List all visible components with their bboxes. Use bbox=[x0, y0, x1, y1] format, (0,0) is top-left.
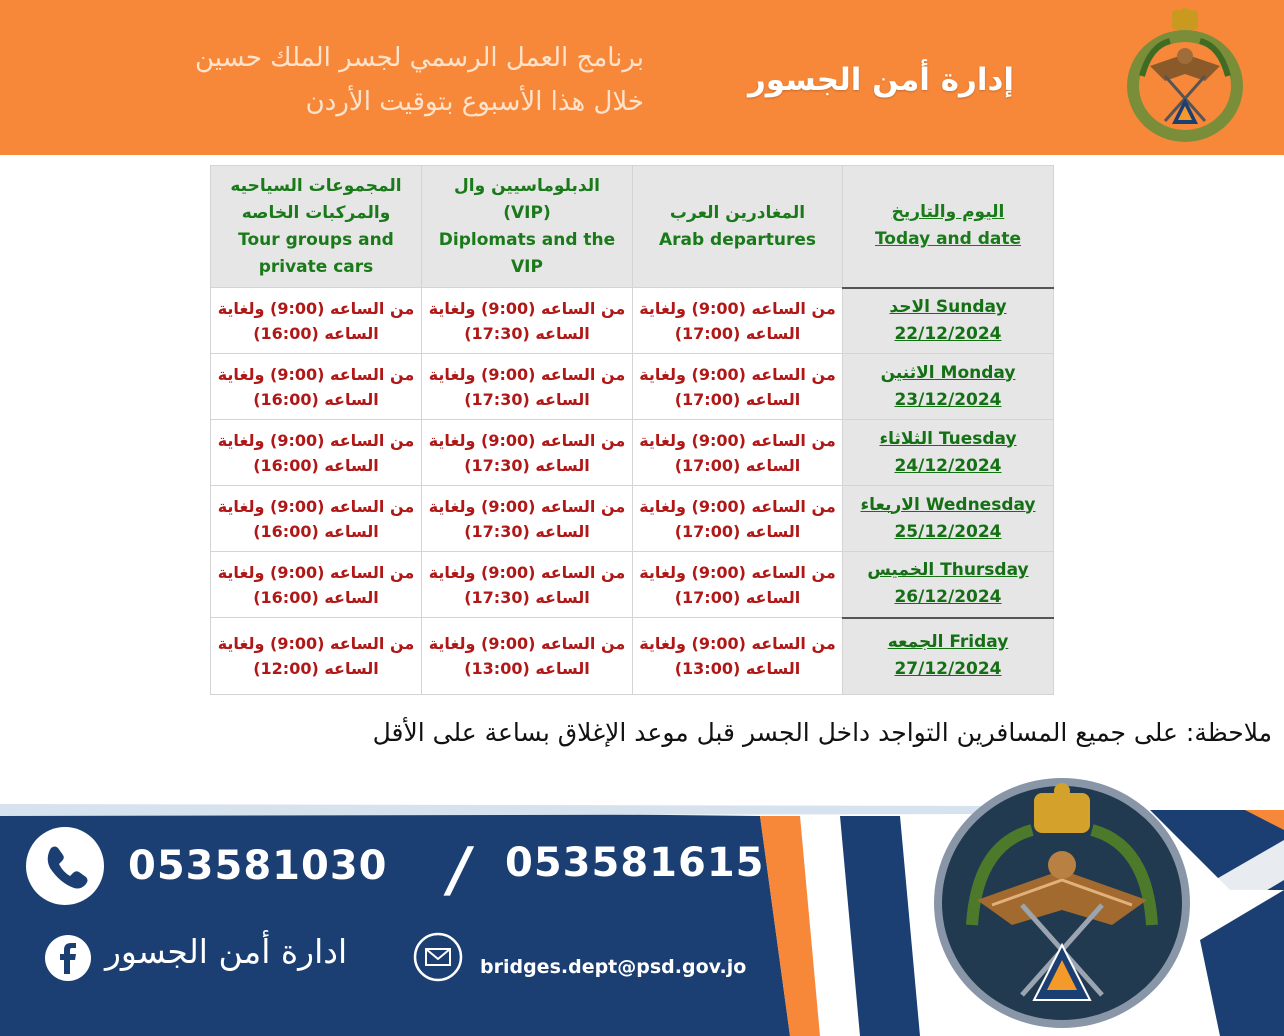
day-cell bbox=[843, 618, 1054, 695]
vip-cell bbox=[422, 420, 633, 486]
tour-cell bbox=[211, 618, 422, 695]
day-ar: الخميس bbox=[867, 560, 935, 581]
vip-to: الساعه (17:30) bbox=[464, 587, 590, 607]
vip-to: الساعه (13:00) bbox=[464, 659, 590, 678]
vip-to: الساعه (17:30) bbox=[464, 455, 590, 475]
tour-from: من الساعه (9:00) ولغاية bbox=[217, 364, 415, 384]
arab-cell bbox=[633, 618, 843, 695]
day-cell bbox=[843, 354, 1054, 420]
column-header-date bbox=[843, 166, 1054, 288]
arab-from: من الساعه (9:00) ولغاية bbox=[639, 298, 836, 318]
column-header-arab-ar: المغادرين العرب bbox=[669, 202, 806, 223]
vip-from: من الساعه (9:00) ولغاية bbox=[428, 364, 626, 384]
arab-to: الساعه (17:00) bbox=[674, 455, 801, 475]
phone-icon[interactable] bbox=[25, 826, 105, 906]
column-header-date-en: Today and date bbox=[874, 229, 1022, 250]
day-en: Friday bbox=[949, 632, 1009, 653]
vip-cell bbox=[422, 618, 633, 695]
day-en: Sunday bbox=[935, 296, 1007, 317]
table-row bbox=[211, 288, 1054, 354]
emblem-icon bbox=[1120, 6, 1250, 148]
day-cell bbox=[843, 552, 1054, 618]
tour-to: الساعه (16:00) bbox=[253, 587, 379, 607]
tour-from: من الساعه (9:00) ولغاية bbox=[217, 430, 415, 450]
phone-separator: / bbox=[441, 835, 477, 905]
column-header-vip-en: Diplomats and the VIP bbox=[438, 229, 616, 277]
day-date: 25/12/2024 bbox=[894, 521, 1002, 542]
day-cell bbox=[843, 288, 1054, 354]
tour-to: الساعه (16:00) bbox=[253, 455, 379, 475]
arab-cell bbox=[633, 354, 843, 420]
facebook-page-label[interactable]: ادارة أمن الجسور bbox=[105, 932, 348, 971]
day-date: 24/12/2024 bbox=[894, 455, 1002, 476]
vip-cell bbox=[422, 288, 633, 354]
arab-from: من الساعه (9:00) ولغاية bbox=[639, 496, 836, 516]
header-banner bbox=[0, 0, 1284, 155]
department-name: إدارة أمن الجسور bbox=[747, 62, 1014, 98]
day-ar: الثلاثاء bbox=[879, 428, 933, 449]
vip-from: من الساعه (9:00) ولغاية bbox=[428, 634, 626, 653]
table-row bbox=[211, 420, 1054, 486]
tour-from: من الساعه (9:00) ولغاية bbox=[217, 496, 415, 516]
vip-from: من الساعه (9:00) ولغاية bbox=[428, 298, 626, 318]
table-row bbox=[211, 618, 1054, 695]
tour-cell bbox=[211, 552, 422, 618]
column-header-tour bbox=[211, 166, 422, 288]
tour-cell bbox=[211, 486, 422, 552]
arab-to: الساعه (17:00) bbox=[674, 587, 801, 607]
table-row bbox=[211, 354, 1054, 420]
table-row bbox=[211, 486, 1054, 552]
arab-cell bbox=[633, 486, 843, 552]
vip-to: الساعه (17:30) bbox=[464, 323, 590, 343]
arab-from: من الساعه (9:00) ولغاية bbox=[639, 634, 836, 653]
column-header-vip-ar: الدبلوماسيين وال (VIP) bbox=[454, 175, 600, 223]
tour-from: من الساعه (9:00) ولغاية bbox=[217, 634, 415, 653]
arab-to: الساعه (17:00) bbox=[674, 521, 801, 541]
vip-from: من الساعه (9:00) ولغاية bbox=[428, 430, 626, 450]
schedule-table bbox=[210, 165, 1054, 695]
column-header-vip bbox=[422, 166, 633, 288]
arab-to: الساعه (17:00) bbox=[674, 323, 801, 343]
arab-cell bbox=[633, 552, 843, 618]
arab-to: الساعه (13:00) bbox=[674, 659, 801, 678]
tour-to: الساعه (16:00) bbox=[253, 521, 379, 541]
column-header-tour-en: Tour groups and private cars bbox=[238, 229, 394, 277]
program-line-1: برنامج العمل الرسمي لجسر الملك حسين bbox=[194, 43, 644, 73]
day-en: Tuesday bbox=[938, 428, 1017, 449]
tour-to: الساعه (12:00) bbox=[253, 659, 379, 678]
tour-cell bbox=[211, 420, 422, 486]
column-header-tour-ar: المجموعات السياحيه والمركبات الخاصه bbox=[230, 175, 402, 223]
email-address[interactable]: bridges.dept@psd.gov.jo bbox=[480, 956, 747, 978]
day-date: 23/12/2024 bbox=[894, 389, 1002, 410]
arab-from: من الساعه (9:00) ولغاية bbox=[639, 430, 836, 450]
vip-to: الساعه (17:30) bbox=[464, 389, 590, 409]
day-ar: الاثنين bbox=[880, 362, 935, 383]
phone-number-1[interactable]: 053581030 bbox=[128, 843, 388, 889]
facebook-icon[interactable] bbox=[44, 934, 92, 982]
day-date: 27/12/2024 bbox=[894, 659, 1002, 680]
arab-from: من الساعه (9:00) ولغاية bbox=[639, 562, 836, 582]
tour-from: من الساعه (9:00) ولغاية bbox=[217, 298, 415, 318]
arab-from: من الساعه (9:00) ولغاية bbox=[639, 364, 836, 384]
phone-number-2[interactable]: 053581615 bbox=[505, 840, 765, 886]
travel-note: ملاحظة: على جميع المسافرين التواجد داخل الجسر قبل موعد الإغلاق بساعة على الأقل bbox=[372, 718, 1272, 747]
vip-cell bbox=[422, 354, 633, 420]
day-ar: الاحد bbox=[889, 296, 930, 317]
day-cell bbox=[843, 420, 1054, 486]
day-cell bbox=[843, 486, 1054, 552]
table-row bbox=[211, 552, 1054, 618]
arab-cell bbox=[633, 288, 843, 354]
vip-from: من الساعه (9:00) ولغاية bbox=[428, 496, 626, 516]
tour-from: من الساعه (9:00) ولغاية bbox=[217, 562, 415, 582]
arab-cell bbox=[633, 420, 843, 486]
emblem-icon bbox=[932, 775, 1192, 1030]
tour-to: الساعه (16:00) bbox=[253, 323, 379, 343]
vip-from: من الساعه (9:00) ولغاية bbox=[428, 562, 626, 582]
program-line-2: خلال هذا الأسبوع بتوقيت الأردن bbox=[305, 87, 644, 117]
day-ar: الاربعاء bbox=[860, 494, 920, 515]
tour-to: الساعه (16:00) bbox=[253, 389, 379, 409]
day-en: Thursday bbox=[940, 560, 1029, 581]
program-title bbox=[124, 36, 644, 124]
vip-cell bbox=[422, 552, 633, 618]
column-header-arab bbox=[633, 166, 843, 288]
tour-cell bbox=[211, 354, 422, 420]
day-date: 22/12/2024 bbox=[894, 323, 1002, 344]
tour-cell bbox=[211, 288, 422, 354]
day-date: 26/12/2024 bbox=[894, 587, 1002, 608]
column-header-date-ar: اليوم والتاريخ bbox=[891, 202, 1005, 223]
day-ar: الجمعه bbox=[887, 632, 944, 653]
mail-icon[interactable] bbox=[413, 932, 463, 982]
table-header-row bbox=[211, 166, 1054, 288]
column-header-arab-en: Arab departures bbox=[658, 229, 817, 250]
day-en: Monday bbox=[940, 362, 1016, 383]
vip-cell bbox=[422, 486, 633, 552]
vip-to: الساعه (17:30) bbox=[464, 521, 590, 541]
day-en: Wednesday bbox=[925, 494, 1036, 515]
arab-to: الساعه (17:00) bbox=[674, 389, 801, 409]
